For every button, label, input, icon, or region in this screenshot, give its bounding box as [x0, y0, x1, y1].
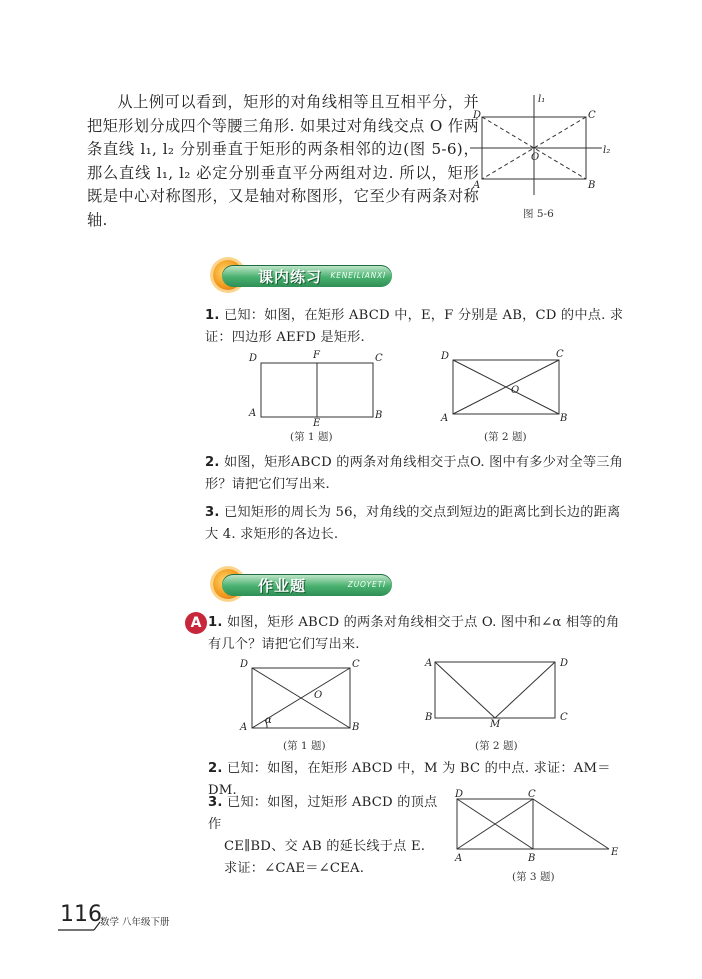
ex1-label-E: E — [313, 418, 321, 429]
homework-number: 1. — [208, 615, 223, 630]
exercise-text: 已知：如图，在矩形 ABCD 中，E，F 分别是 AB，CD 的中点. 求证：四边形 AEFD 是矩形. — [205, 308, 624, 345]
ex1-fig1-caption: (第 1 题) — [290, 431, 333, 443]
exercise-text: 如图，矩形ABCD 的两条对角线相交于点O. 图中有多少对全等三角形？请把它们写出来. — [205, 455, 624, 492]
homework-text-line2: CE∥BD、交 AB 的延长线于点 E. — [224, 839, 426, 854]
fig56-label-l2: l₂ — [603, 145, 611, 156]
ex2-label-D: D — [441, 351, 450, 362]
ex2-label-A: A — [441, 413, 449, 424]
section-latin: KENEILIANXI — [330, 271, 386, 280]
exercise-3 — [205, 502, 625, 546]
exercise-number: 3. — [205, 505, 220, 520]
fig56-label-A: A — [473, 180, 481, 191]
hw3-label-C: C — [528, 789, 536, 800]
hw3-label-B: B — [528, 853, 536, 864]
page-number-underline — [58, 928, 102, 934]
ex-figure-2 — [452, 359, 562, 417]
hw1-fig1-caption: (第 1 题) — [283, 740, 326, 752]
exercise-text: 已知矩形的周长为 56，对角线的交点到短边的距离比到长边的距离大 4. 求矩形的各边长. — [205, 505, 621, 542]
hw2-label-A: A — [425, 658, 433, 669]
figure-5-6 — [470, 95, 620, 205]
ex-figure-1 — [260, 362, 375, 418]
ex1-label-B: B — [375, 410, 383, 421]
ex1-fig2-caption: (第 2 题) — [484, 431, 527, 443]
ex1-label-F: F — [313, 350, 320, 361]
hw1-fig2-caption: (第 2 题) — [475, 740, 518, 752]
exercise-1 — [205, 305, 625, 349]
hw-figure-3 — [455, 797, 615, 853]
hw2-label-D: D — [560, 658, 569, 669]
hw1-label-alpha: α — [265, 715, 272, 726]
homework-1 — [208, 612, 624, 656]
hw-figure-2 — [434, 661, 558, 721]
level-a-badge: A — [185, 612, 207, 634]
homework-text: 如图，矩形 ABCD 的两条对角线相交于点 O. 图中和∠α 相等的角有几个？请把它们写出来. — [208, 615, 620, 652]
ex2-label-O: O — [511, 385, 520, 396]
homework-number: 2. — [208, 761, 223, 776]
hw1-label-C: C — [352, 659, 360, 670]
exercise-number: 1. — [205, 308, 220, 323]
intro-paragraph: 从上例可以看到，矩形的对角线相等且互相平分，并把矩形划分成四个等腰三角形. 如果过对角线交点 O 作两条直线 l₁, l₂ 分别垂直于矩形的两条相邻的边(图 5-6)，那么直线 l₁, l₂ 必定分别垂直平分两组对边. 所以，矩形既是中心对称图形，又是轴对称图形，它至少有两条对称轴. — [87, 93, 479, 229]
section-title: 作业题 — [258, 577, 307, 595]
homework-text: 已知：如图，在矩形 ABCD 中，M 为 BC 的中点. 求证：AM＝DM. — [208, 761, 611, 798]
ex1-label-C: C — [375, 353, 383, 364]
homework-text-line3: 求证：∠CAE＝∠CEA. — [224, 861, 365, 876]
hw3-label-D: D — [455, 789, 464, 800]
book-title: 数学 八年级下册 — [100, 917, 170, 928]
section-latin: ZUOYETI — [347, 580, 386, 589]
ex2-label-B: B — [560, 413, 568, 424]
fig56-label-B: B — [588, 180, 596, 191]
fig56-label-l1: l₁ — [538, 94, 546, 105]
fig56-label-O: O — [531, 152, 540, 163]
fig56-label-D: D — [473, 110, 482, 121]
hw2-label-M: M — [490, 719, 501, 730]
exercise-number: 2. — [205, 455, 220, 470]
homework-text-line1: 已知：如图，过矩形 ABCD 的顶点作 — [208, 795, 438, 832]
fig56-caption: 图 5-6 — [523, 208, 554, 220]
ex1-label-A: A — [249, 408, 257, 419]
hw1-label-A: A — [240, 722, 248, 733]
ex1-label-D: D — [249, 353, 258, 364]
hw3-label-A: A — [455, 853, 463, 864]
hw1-label-B: B — [352, 722, 360, 733]
hw2-label-B: B — [425, 712, 433, 723]
hw3-fig-caption: (第 3 题) — [512, 871, 555, 883]
fig56-label-C: C — [588, 110, 596, 121]
homework-3 — [208, 792, 448, 880]
section-title: 课内练习 — [258, 268, 323, 286]
page-number: 116 — [60, 902, 102, 927]
exercise-2 — [205, 452, 625, 496]
hw3-label-E: E — [611, 847, 619, 858]
hw2-label-C: C — [560, 712, 568, 723]
hw1-label-O: O — [314, 690, 323, 701]
hw1-label-D: D — [240, 659, 249, 670]
homework-number: 3. — [208, 795, 223, 810]
ex2-label-C: C — [556, 349, 564, 360]
